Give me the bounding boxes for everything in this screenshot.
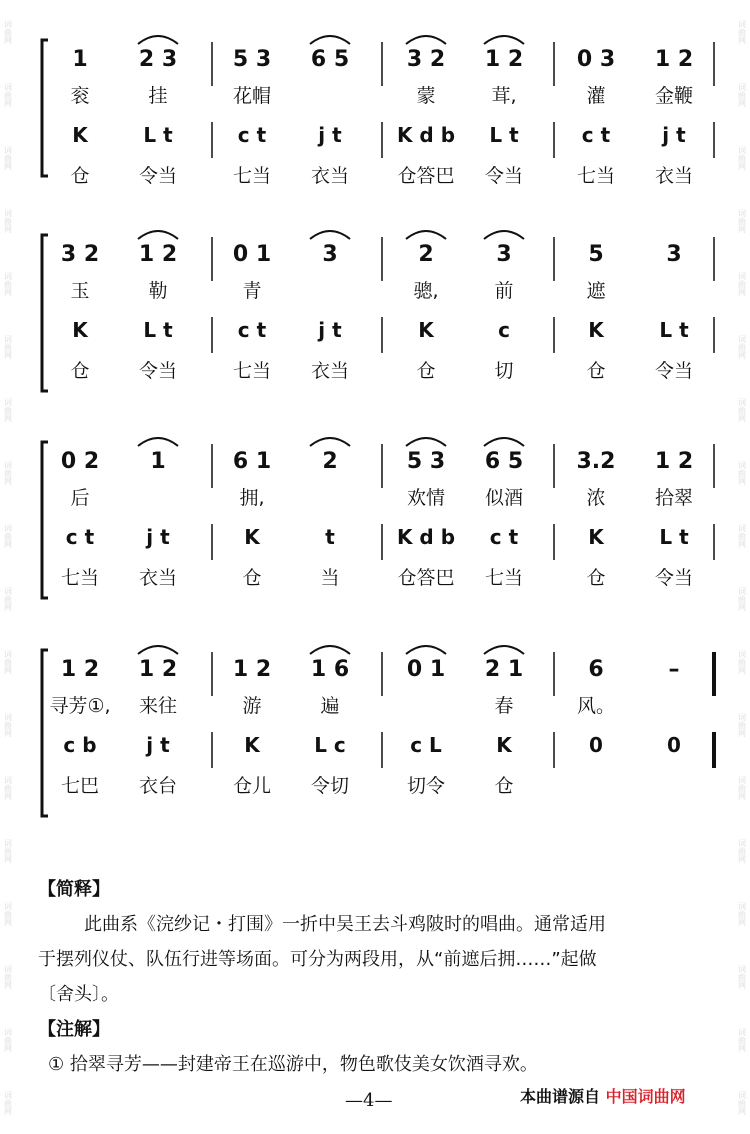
explanation-line-1: 此曲系《浣纱记・打围》一折中吴王去斗鸡陂时的唱曲。通常适用 bbox=[84, 914, 606, 935]
percussion-syllable: 七当 bbox=[576, 165, 616, 187]
watermark-mark: 词曲网 bbox=[3, 964, 13, 989]
melody-note: 6 5 bbox=[310, 47, 350, 72]
score-system-1 bbox=[34, 30, 726, 200]
explanation-line-3: 〔舍头〕。 bbox=[38, 984, 119, 1005]
lyric-text: 游 bbox=[242, 695, 262, 717]
slur-arc bbox=[406, 646, 446, 654]
percussion-syllable: 七当 bbox=[232, 165, 272, 187]
percussion-syllable: 七巴 bbox=[60, 775, 100, 797]
percussion-syllable: 切令 bbox=[406, 775, 446, 797]
percussion-letter: c t bbox=[237, 123, 267, 147]
melody-note: 1 2 bbox=[60, 657, 100, 682]
lyric-text: 拾翠 bbox=[654, 487, 694, 509]
score-system-2 bbox=[34, 225, 726, 415]
watermark-mark: 词曲网 bbox=[3, 334, 13, 359]
slur-arc bbox=[138, 231, 178, 239]
watermark-mark: 词曲网 bbox=[737, 775, 747, 800]
lyric-text: 寻芳①, bbox=[49, 695, 111, 717]
percussion-syllable: 仓 bbox=[70, 165, 90, 187]
melody-note: 1 2 bbox=[654, 449, 694, 474]
watermark-mark: 词曲网 bbox=[737, 838, 747, 863]
melody-note: 1 2 bbox=[138, 657, 178, 682]
melody-note: 1 2 bbox=[138, 242, 178, 267]
lyric-text: 玉 bbox=[70, 280, 90, 302]
percussion-syllable: 衣当 bbox=[310, 165, 350, 187]
heading-explanation: 【简释】 bbox=[38, 879, 110, 900]
system-bracket bbox=[42, 442, 48, 598]
watermark-mark: 词曲网 bbox=[3, 145, 13, 170]
watermark-mark: 词曲网 bbox=[3, 775, 13, 800]
source-credit bbox=[520, 1084, 686, 1107]
score-system-4 bbox=[34, 640, 726, 840]
melody-note: 6 1 bbox=[232, 449, 272, 474]
page-number: —4— bbox=[345, 1090, 393, 1111]
system-bracket bbox=[42, 40, 48, 176]
melody-note: – bbox=[668, 657, 680, 682]
percussion-syllable: 衣当 bbox=[310, 360, 350, 382]
lyric-text: 金鞭 bbox=[654, 85, 694, 107]
watermark-mark: 词曲网 bbox=[3, 19, 13, 44]
percussion-syllable: 令当 bbox=[138, 165, 178, 187]
slur-arc bbox=[138, 438, 178, 446]
melody-note: 1 bbox=[72, 47, 88, 72]
watermark-mark: 词曲网 bbox=[3, 1027, 13, 1052]
left-watermark-column bbox=[0, 0, 16, 1134]
slur-arc bbox=[406, 36, 446, 44]
watermark-mark: 词曲网 bbox=[737, 1027, 747, 1052]
melody-note: 0 3 bbox=[576, 47, 616, 72]
percussion-syllable: 仓 bbox=[586, 567, 606, 589]
percussion-letter: K d b bbox=[396, 525, 456, 549]
percussion-letter: j t bbox=[146, 525, 170, 549]
slur-arc bbox=[138, 646, 178, 654]
source-prefix: 本曲谱源自 bbox=[520, 1087, 601, 1106]
percussion-letter: K bbox=[496, 733, 512, 757]
slur-arc bbox=[484, 646, 524, 654]
explanation-line-2: 于摆列仪仗、队伍行进等场面。可分为两段用，从“前遮后拥……”起做 bbox=[38, 949, 597, 970]
heading-annotation: 【注解】 bbox=[38, 1019, 110, 1040]
system-3-canvas bbox=[34, 432, 726, 622]
melody-note: 0 1 bbox=[406, 657, 446, 682]
slur-arc bbox=[406, 438, 446, 446]
melody-note: 3.2 bbox=[576, 449, 616, 474]
percussion-letter: c t bbox=[65, 525, 95, 549]
percussion-letter: K bbox=[72, 318, 88, 342]
percussion-letter: K bbox=[418, 318, 434, 342]
lyric-text: 拥, bbox=[239, 487, 265, 509]
melody-note: 5 3 bbox=[406, 449, 446, 474]
percussion-syllable: 仓答巴 bbox=[397, 165, 455, 187]
lyric-text: 似酒 bbox=[484, 487, 524, 509]
lyric-text: 风。 bbox=[576, 695, 616, 717]
percussion-letter: j t bbox=[318, 123, 342, 147]
watermark-mark: 词曲网 bbox=[737, 712, 747, 737]
percussion-letter: K bbox=[588, 318, 604, 342]
melody-note: 5 bbox=[588, 242, 604, 267]
system-2-canvas bbox=[34, 225, 726, 415]
percussion-syllable: 仓答巴 bbox=[397, 567, 455, 589]
watermark-mark: 词曲网 bbox=[737, 460, 747, 485]
slur-arc bbox=[484, 36, 524, 44]
slur-arc bbox=[310, 646, 350, 654]
percussion-letter: c t bbox=[489, 525, 519, 549]
percussion-syllable: 仓 bbox=[494, 775, 514, 797]
slur-arc bbox=[310, 231, 350, 239]
percussion-syllable: 令当 bbox=[654, 567, 694, 589]
percussion-syllable: 令当 bbox=[654, 360, 694, 382]
watermark-mark: 词曲网 bbox=[3, 586, 13, 611]
watermark-mark: 词曲网 bbox=[3, 397, 13, 422]
system-bracket bbox=[42, 235, 48, 391]
system-4-canvas bbox=[34, 640, 726, 840]
percussion-letter: c L bbox=[410, 733, 442, 757]
watermark-mark: 词曲网 bbox=[3, 460, 13, 485]
lyric-text: 欢情 bbox=[406, 487, 446, 509]
watermark-mark: 词曲网 bbox=[737, 82, 747, 107]
percussion-letter: j t bbox=[318, 318, 342, 342]
melody-note: 2 3 bbox=[138, 47, 178, 72]
percussion-syllable: 衣当 bbox=[138, 567, 178, 589]
slur-arc bbox=[310, 438, 350, 446]
slur-arc bbox=[406, 231, 446, 239]
score-system-3 bbox=[34, 432, 726, 622]
notes-section bbox=[38, 872, 728, 1082]
watermark-mark: 词曲网 bbox=[737, 208, 747, 233]
percussion-syllable: 仓儿 bbox=[232, 775, 272, 797]
melody-note: 0 2 bbox=[60, 449, 100, 474]
system-bracket bbox=[42, 650, 48, 816]
lyric-text: 花帽 bbox=[232, 85, 272, 107]
percussion-letter: K bbox=[588, 525, 604, 549]
percussion-letter: c t bbox=[581, 123, 611, 147]
slur-arc bbox=[310, 36, 350, 44]
lyric-text: 前 bbox=[494, 280, 514, 302]
slur-arc bbox=[484, 438, 524, 446]
lyric-text: 遮 bbox=[586, 280, 606, 302]
melody-note: 1 2 bbox=[484, 47, 524, 72]
percussion-letter: c b bbox=[63, 733, 97, 757]
watermark-mark: 词曲网 bbox=[737, 19, 747, 44]
percussion-letter: L t bbox=[659, 525, 689, 549]
melody-note: 2 1 bbox=[484, 657, 524, 682]
watermark-mark: 词曲网 bbox=[3, 838, 13, 863]
slur-arc bbox=[484, 231, 524, 239]
watermark-mark: 词曲网 bbox=[3, 1090, 13, 1115]
lyric-text: 茸, bbox=[491, 85, 517, 107]
percussion-letter: 0 bbox=[667, 733, 681, 757]
melody-note: 0 1 bbox=[232, 242, 272, 267]
percussion-syllable: 当 bbox=[320, 567, 340, 589]
melody-note: 5 3 bbox=[232, 47, 272, 72]
percussion-letter: L c bbox=[314, 733, 346, 757]
melody-note: 1 2 bbox=[654, 47, 694, 72]
watermark-mark: 词曲网 bbox=[3, 712, 13, 737]
percussion-letter: K bbox=[72, 123, 88, 147]
percussion-syllable: 仓 bbox=[586, 360, 606, 382]
watermark-mark: 词曲网 bbox=[737, 334, 747, 359]
percussion-syllable: 令切 bbox=[310, 775, 350, 797]
percussion-syllable: 令当 bbox=[138, 360, 178, 382]
watermark-mark: 词曲网 bbox=[3, 649, 13, 674]
lyric-text: 勒 bbox=[148, 280, 168, 302]
lyric-text: 遍 bbox=[320, 695, 340, 717]
percussion-syllable: 仓 bbox=[416, 360, 436, 382]
system-1-canvas bbox=[34, 30, 726, 200]
percussion-letter: K bbox=[244, 733, 260, 757]
percussion-letter: K bbox=[244, 525, 260, 549]
melody-note: 1 bbox=[150, 449, 166, 474]
percussion-syllable: 令当 bbox=[484, 165, 524, 187]
percussion-syllable: 衣当 bbox=[654, 165, 694, 187]
percussion-letter: t bbox=[325, 525, 335, 549]
melody-note: 1 2 bbox=[232, 657, 272, 682]
watermark-mark: 词曲网 bbox=[737, 397, 747, 422]
lyric-text: 浓 bbox=[586, 487, 606, 509]
percussion-letter: K d b bbox=[396, 123, 456, 147]
lyric-text: 后 bbox=[70, 487, 90, 509]
lyric-text: 蒙 bbox=[416, 85, 436, 107]
melody-note: 3 bbox=[666, 242, 682, 267]
source-brand: 中国词曲网 bbox=[605, 1087, 686, 1106]
percussion-letter: c bbox=[498, 318, 510, 342]
melody-note: 2 bbox=[322, 449, 338, 474]
lyric-text: 来往 bbox=[138, 695, 178, 717]
percussion-letter: j t bbox=[662, 123, 686, 147]
lyric-text: 春 bbox=[494, 695, 514, 717]
lyric-text: 灌 bbox=[586, 85, 606, 107]
melody-note: 1 6 bbox=[310, 657, 350, 682]
percussion-letter: L t bbox=[489, 123, 519, 147]
watermark-mark: 词曲网 bbox=[3, 271, 13, 296]
lyric-text: 挂 bbox=[148, 85, 168, 107]
watermark-mark: 词曲网 bbox=[737, 523, 747, 548]
percussion-letter: 0 bbox=[589, 733, 603, 757]
percussion-letter: L t bbox=[143, 123, 173, 147]
percussion-letter: L t bbox=[659, 318, 689, 342]
right-watermark-column bbox=[734, 0, 750, 1134]
watermark-mark: 词曲网 bbox=[737, 1090, 747, 1115]
lyric-text: 青 bbox=[242, 280, 262, 302]
watermark-mark: 词曲网 bbox=[3, 208, 13, 233]
melody-note: 3 2 bbox=[60, 242, 100, 267]
percussion-syllable: 七当 bbox=[60, 567, 100, 589]
watermark-mark: 词曲网 bbox=[737, 586, 747, 611]
watermark-mark: 词曲网 bbox=[737, 964, 747, 989]
slur-arc bbox=[138, 36, 178, 44]
percussion-syllable: 仓 bbox=[242, 567, 262, 589]
percussion-syllable: 七当 bbox=[232, 360, 272, 382]
melody-note: 3 bbox=[322, 242, 338, 267]
watermark-mark: 词曲网 bbox=[737, 145, 747, 170]
watermark-mark: 词曲网 bbox=[3, 523, 13, 548]
melody-note: 2 bbox=[418, 242, 434, 267]
watermark-mark: 词曲网 bbox=[737, 649, 747, 674]
melody-note: 6 5 bbox=[484, 449, 524, 474]
percussion-letter: c t bbox=[237, 318, 267, 342]
annotation-item-1: ① 拾翠寻芳——封建帝王在巡游中，物色歌伎美女饮酒寻欢。 bbox=[48, 1054, 538, 1075]
lyric-text: 衮 bbox=[70, 85, 90, 107]
melody-note: 6 bbox=[588, 657, 604, 682]
watermark-mark: 词曲网 bbox=[737, 271, 747, 296]
melody-note: 3 2 bbox=[406, 47, 446, 72]
lyric-text: 骢, bbox=[413, 280, 439, 302]
percussion-letter: L t bbox=[143, 318, 173, 342]
percussion-syllable: 七当 bbox=[484, 567, 524, 589]
percussion-syllable: 切 bbox=[494, 360, 514, 382]
percussion-syllable: 仓 bbox=[70, 360, 90, 382]
melody-note: 3 bbox=[496, 242, 512, 267]
watermark-mark: 词曲网 bbox=[3, 901, 13, 926]
watermark-mark: 词曲网 bbox=[737, 901, 747, 926]
percussion-letter: j t bbox=[146, 733, 170, 757]
percussion-syllable: 衣台 bbox=[138, 775, 178, 797]
watermark-mark: 词曲网 bbox=[3, 82, 13, 107]
